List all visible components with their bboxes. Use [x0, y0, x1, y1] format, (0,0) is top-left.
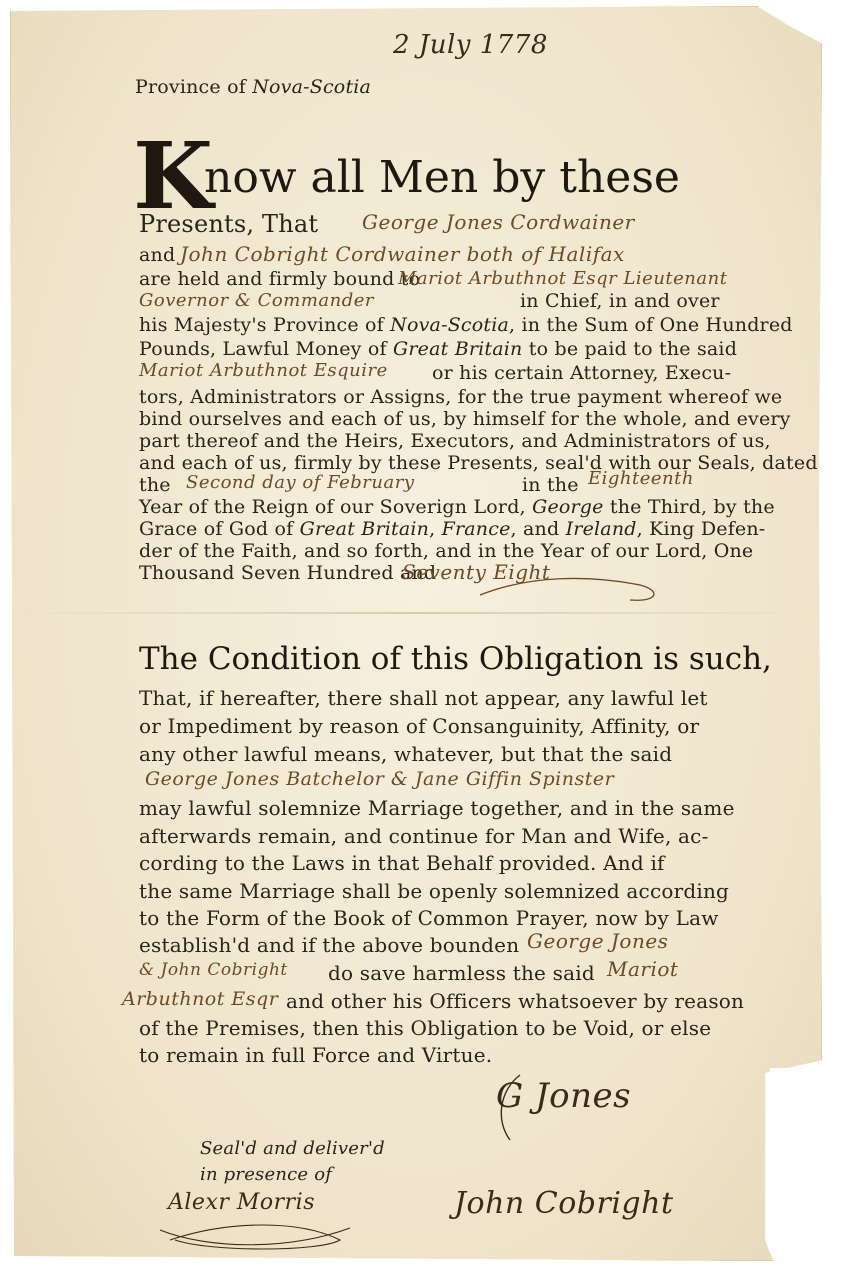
- line-thousand: Thousand Seven Hundred and: [139, 562, 437, 584]
- line-grace-d: , King Defen-: [636, 518, 766, 540]
- witness-signature: Alexr Morris: [168, 1190, 315, 1215]
- line-der: der of the Faith, and so forth, and in the Year of our Lord, One: [139, 540, 754, 562]
- fold-crease: [14, 612, 814, 614]
- line-grace-i1: Great Britain: [299, 518, 430, 540]
- date-annotation: 2 July 1778: [393, 30, 548, 60]
- cond-line-3: any other lawful means, whatever, but that the said: [139, 742, 673, 766]
- cond-line-4: may lawful solemnize Marriage together, and in the same: [139, 796, 735, 820]
- cond-line-11: and other his Officers whatsoever by reason: [286, 989, 745, 1013]
- hw-obligee: Mariot Arbuthnot Esqr Lieutenant: [398, 268, 728, 289]
- hw-surety: John Cobright Cordwainer both of Halifax: [180, 242, 625, 266]
- line-attorney: or his certain Attorney, Execu-: [432, 362, 732, 384]
- cond-line-8: to the Form of the Book of Common Prayer, now by Law: [139, 906, 719, 930]
- cond-line-5: afterwards remain, and continue for Man and Wife, ac-: [139, 824, 709, 848]
- in-chief: in Chief, in and over: [520, 290, 720, 312]
- line-tors: tors, Administrators or Assigns, for the true payment whereof we: [139, 386, 783, 408]
- and-word: and: [139, 244, 176, 266]
- hw-parties: George Jones Batchelor & Jane Giffin Spinster: [145, 768, 615, 790]
- line-year-italic: George: [532, 496, 604, 518]
- jones-flourish: [490, 1070, 550, 1150]
- hw-bounden-2: & John Cobright: [139, 960, 288, 980]
- hw-said-2: Arbuthnot Esqr: [122, 988, 279, 1010]
- signature-cobright: John Cobright: [454, 1186, 674, 1221]
- hw-bounden: George Jones: [527, 929, 669, 953]
- line-bind: bind ourselves and each of us, by himself for the whole, and every: [139, 408, 791, 430]
- line-grace-i2: France: [441, 518, 511, 540]
- the-word: the: [139, 474, 171, 496]
- province-prefix: Province of: [135, 76, 246, 98]
- presence-line: in presence of: [200, 1164, 333, 1185]
- sealed-line: Seal'd and deliver'd: [200, 1138, 385, 1159]
- line-his-italic: Nova-Scotia: [390, 314, 510, 336]
- line-his: [139, 314, 793, 336]
- year-flourish: [470, 570, 670, 610]
- line-pounds-italic: Great Britain: [392, 338, 523, 360]
- hw-year: Seventy Eight: [402, 560, 551, 584]
- line-grace-b: ,: [429, 518, 436, 540]
- cond-line-2: or Impediment by reason of Consanguinity, Affinity, or: [139, 714, 700, 738]
- line-part: part thereof and the Heirs, Executors, and Administrators of us,: [139, 430, 771, 452]
- witness-flourish: [150, 1210, 360, 1255]
- hw-said: Mariot: [607, 957, 679, 981]
- province-line: [135, 76, 371, 98]
- cond-line-12: of the Premises, then this Obligation to be Void, or else: [139, 1016, 712, 1040]
- title-text: now all Men by these: [204, 152, 680, 203]
- line-grace-c: , and: [510, 518, 560, 540]
- title-initial: K: [133, 122, 213, 230]
- cond-line-1: That, if hereafter, there shall not appear, any lawful let: [139, 686, 708, 710]
- mount-tab-upper: [770, 1068, 844, 1124]
- province-name: Nova-Scotia: [252, 76, 372, 98]
- line-year: [139, 496, 775, 518]
- cond-line-6: cording to the Laws in that Behalf provided. And if: [139, 851, 665, 875]
- cond-line-13: to remain in full Force and Virtue.: [139, 1043, 493, 1067]
- line-year-b: the Third, by the: [609, 496, 775, 518]
- condition-heading: The Condition of this Obligation is such,: [139, 641, 772, 677]
- line-year-a: Year of the Reign of our Soverign Lord,: [139, 496, 526, 518]
- held-bound: are held and firmly bound to: [139, 268, 421, 290]
- line-pounds: [139, 338, 737, 360]
- line-each: and each of us, firmly by these Presents, seal'd with our Seals, dated: [139, 452, 818, 474]
- hw-year-reign: Eighteenth: [588, 468, 694, 489]
- hw-obligee-again: Mariot Arbuthnot Esquire: [139, 360, 388, 381]
- mount-tab-lower: [770, 1160, 844, 1220]
- presents-that: Presents, That: [139, 210, 319, 238]
- line-pounds-a: Pounds, Lawful Money of: [139, 338, 387, 360]
- hw-obligee-title: Governor & Commander: [139, 290, 374, 311]
- hw-day: Second day of February: [186, 472, 415, 493]
- cond-line-10: do save harmless the said: [328, 961, 595, 985]
- line-his-a: his Majesty's Province of: [139, 314, 384, 336]
- cond-line-7: the same Marriage shall be openly solemnized according: [139, 879, 730, 903]
- line-grace-i3: Ireland: [565, 518, 637, 540]
- line-his-b: , in the Sum of One Hundred: [509, 314, 793, 336]
- in-the: in the: [522, 474, 579, 496]
- line-grace-a: Grace of God of: [139, 518, 294, 540]
- signature-jones: G Jones: [496, 1076, 632, 1116]
- line-grace: [139, 518, 765, 540]
- hw-principal: George Jones Cordwainer: [362, 210, 635, 234]
- line-pounds-b: to be paid to the said: [528, 338, 738, 360]
- cond-line-9: establish'd and if the above bounden: [139, 933, 520, 957]
